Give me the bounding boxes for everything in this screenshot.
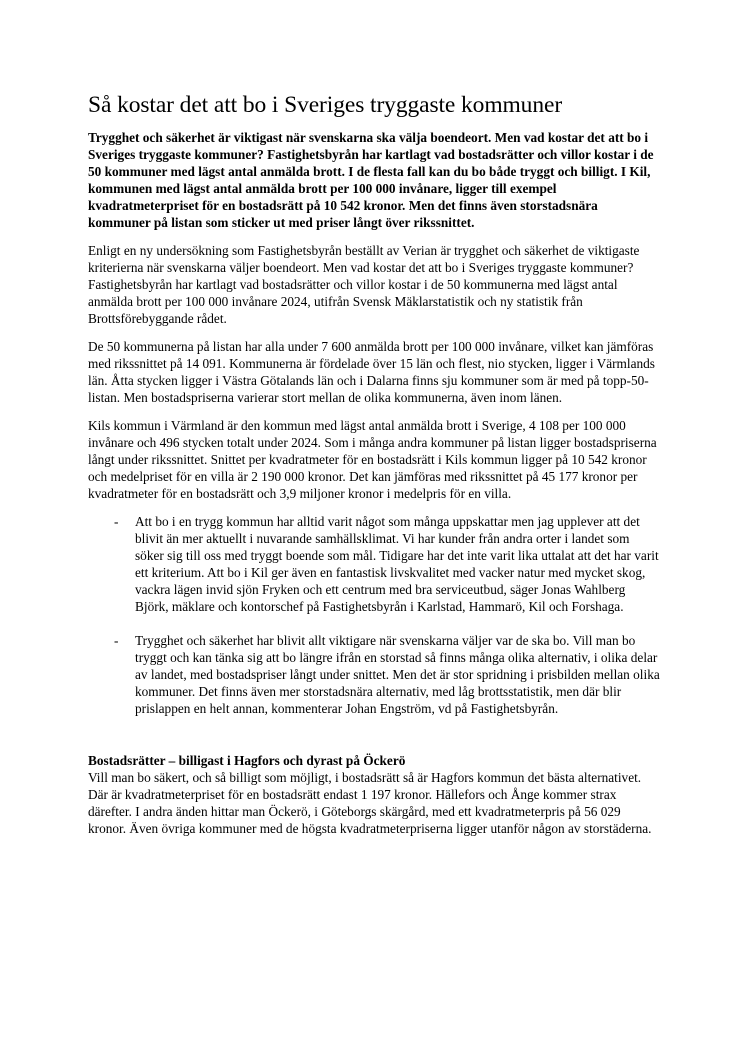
quote-item: [88, 513, 660, 615]
quote-list: [88, 513, 660, 717]
article-lead: Trygghet och säkerhet är viktigast när svenskarna ska välja boendeort. Men vad kostar det att bo i Sveriges tryggaste kommuner? Fastighetsbyrån har kartlagt vad bostadsrätter och villor kostar i de 50 kommuner med lägst antal anmälda brott. I de flesta fall kan du bo både tryggt och billigt. I Kil, kommunen med lägst antal anmälda brott per 100 000 invånare, ligger till exempel kvadratmeterpriset för en bostadsrätt på 10 542 kronor. Men det finns även storstadsnära kommuner på listan som sticker ut med priser långt över rikssnittet.: [88, 130, 654, 230]
section-heading: Bostadsrätter – billigast i Hagfors och dyrast på Öckerö: [88, 753, 406, 768]
article-title: Så kostar det att bo i Sveriges tryggaste kommuner: [88, 92, 563, 118]
quote-text: Trygghet och säkerhet har blivit allt viktigare när svenskarna väljer var de ska bo. Vill man bo tryggt och kan tänka sig att bo längre ifrån en storstad så finns många olika alternativ, i olika delar av landet, med bostadspriser långt under snittet. Men det är stor spridning i prisbilden mellan olika kommuner. Det finns även mer storstadsnära alternativ, med låg brottsstatistik, men där blir prislappen en helt annan, kommenterar Johan Engström, vd på Fastighetsbyrån.: [135, 633, 660, 716]
body-paragraph: Kils kommun i Värmland är den kommun med lägst antal anmälda brott i Sverige, 4 108 per 100 000 invånare och 496 stycken totalt under 2024. Som i många andra kommuner på listan ligger bostadspriserna långt under rikssnittet. Snittet per kvadratmeter för en bostadsrätt i Kils kommun ligger på 10 542 kronor och medelpriset för en villa är 2 190 000 kronor. Det kan jämföras med rikssnittet på 45 177 kronor per kvadratmeter för en bostadsrätt och 3,9 miljoner kronor i medelpris för en villa.: [88, 418, 657, 501]
list-dash-marker: -: [114, 633, 119, 648]
quote-text: Att bo i en trygg kommun har alltid varit något som många uppskattar men jag upplever att det blivit än mer aktuellt i nuvarande samhällsklimat. Vi har kunder från andra orter i landet som söker sig till oss med tryggt boende som mål. Tidigare har det inte varit lika uttalat att det har varit ett kriterium. Att bo i Kil ger även en fantastisk livskvalitet med vacker natur med mycket skog, vackra lägen invid sjön Fryken och ett centrum med bra serviceutbud, säger Jonas Wahlberg Björk, mäklare och kontorschef på Fastighetsbyrån i Karlstad, Hammarö, Kil och Forshaga.: [135, 514, 659, 614]
section-body: Vill man bo säkert, och så billigt som möjligt, i bostadsrätt så är Hagfors kommun det bästa alternativet. Där är kvadratmeterpriset för en bostadsrätt endast 1 197 kronor. Hällefors och Ånge kommer strax därefter. I andra änden hittar man Öckerö, i Göteborgs skärgård, med ett kvadratmeterpris på 56 029 kronor. Även övriga kommuner med de högsta kvadratmeterpriserna ligger utanför någon av storstäderna.: [88, 770, 652, 836]
body-paragraph: De 50 kommunerna på listan har alla under 7 600 anmälda brott per 100 000 invånare, vilket kan jämföras med rikssnittet på 14 091. Kommunerna är fördelade över 15 län och flest, nio stycken, ligger i Värmlands län. Åtta stycken ligger i Västra Götalands län och i Dalarna finns sju kommuner som är med på topp-50-listan. Men bostadspriserna varierar stort mellan de olika kommunerna, även inom länen.: [88, 339, 655, 405]
list-dash-marker: -: [114, 514, 119, 529]
document-page: [88, 90, 660, 837]
body-paragraph: Enligt en ny undersökning som Fastighetsbyrån beställt av Verian är trygghet och säkerhet de viktigaste kriterierna när svenskarna väljer boendeort. Men vad kostar det att bo i Sveriges tryggaste kommuner? Fastighetsbyrån har kartlagt vad bostadsrätter och villor kostar i de 50 kommunerna med lägst antal anmälda brott per 100 000 invånare 2024, utifrån Svensk Mäklarstatistik och ny statistik från Brottsförebyggande rådet.: [88, 243, 640, 326]
quote-item: [88, 632, 660, 717]
